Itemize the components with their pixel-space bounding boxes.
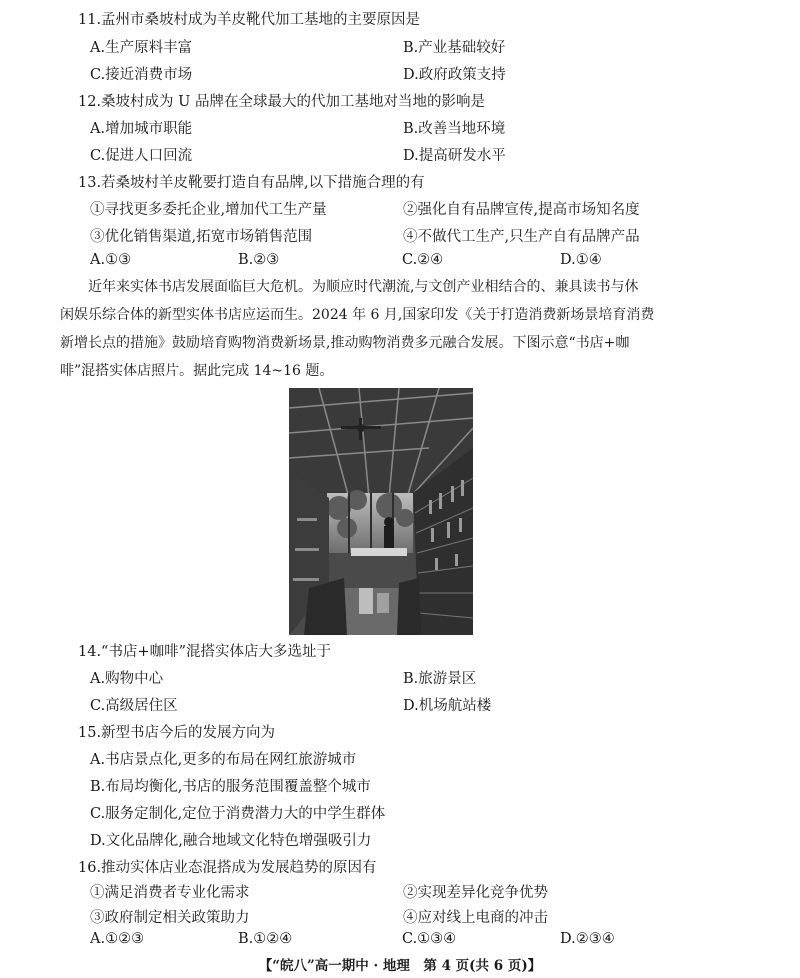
q14-option-b: B.旅游景区 (403, 671, 477, 687)
passage-line-2: 闲娱乐综合体的新型实体书店应运而生。2024 年 6 月,国家印发《关于打造消费新场景培育消费 (60, 307, 655, 323)
q14-stem: 14.“书店+咖啡”混搭实体店大多选址于 (78, 644, 332, 660)
q16-statement-3: ③政府制定相关政策助力 (90, 910, 250, 926)
q11-option-a: A.生产原料丰富 (90, 40, 193, 56)
q16-option-c: C.①③④ (402, 931, 457, 947)
q16-statement-4: ④应对线上电商的冲击 (403, 910, 548, 926)
q13-option-a: A.①③ (90, 252, 132, 268)
q16-option-d: D.②③④ (560, 931, 615, 947)
q13-option-d: D.①④ (560, 252, 602, 268)
q14-option-d: D.机场航站楼 (403, 698, 492, 714)
reading-passage (60, 273, 740, 385)
q12-stem: 12.桑坡村成为 U 品牌在全球最大的代加工基地对当地的影响是 (78, 94, 485, 110)
q11-option-b: B.产业基础较好 (403, 40, 506, 56)
q15-option-b: B.布局均衡化,书店的服务范围覆盖整个城市 (90, 779, 371, 795)
q13-stem: 13.若桑坡村羊皮靴要打造自有品牌,以下措施合理的有 (78, 175, 425, 191)
q11-stem: 11.孟州市桑坡村成为羊皮靴代加工基地的主要原因是 (78, 12, 421, 28)
q13-option-b: B.②③ (238, 252, 280, 268)
page-footer: 【“皖八”高一期中 · 地理 第 4 页(共 6 页)】 (258, 958, 542, 974)
q13-statement-1: ①寻找更多委托企业,增加代工生产量 (90, 202, 327, 218)
passage-line-4: 啡”混搭实体店照片。据此完成 14~16 题。 (60, 363, 334, 379)
q13-option-c: C.②④ (402, 252, 444, 268)
q16-stem: 16.推动实体店业态混搭成为发展趋势的原因有 (78, 860, 377, 876)
q16-option-a: A.①②③ (90, 931, 145, 947)
q14-option-a: A.购物中心 (90, 671, 164, 687)
q16-statement-2: ②实现差异化竞争优势 (403, 885, 548, 901)
q13-statement-3: ③优化销售渠道,拓宽市场销售范围 (90, 229, 313, 245)
q15-stem: 15.新型书店今后的发展方向为 (78, 725, 276, 741)
q12-option-a: A.增加城市职能 (90, 121, 193, 137)
q15-option-a: A.书店景点化,更多的布局在网红旅游城市 (90, 752, 357, 768)
q11-option-c: C.接近消费市场 (90, 67, 193, 83)
q14-option-c: C.高级居住区 (90, 698, 178, 714)
q12-option-c: C.促进人口回流 (90, 148, 193, 164)
q12-option-b: B.改善当地环境 (403, 121, 506, 137)
q13-statement-4: ④不做代工生产,只生产自有品牌产品 (403, 229, 640, 245)
q12-option-d: D.提高研发水平 (403, 148, 506, 164)
q11-option-d: D.政府政策支持 (403, 67, 506, 83)
bookstore-cafe-photo (289, 388, 473, 635)
passage-line-3: 新增长点的措施》鼓励培育购物消费新场景,推动购物消费多元融合发展。下图示意“书店+咖 (60, 335, 630, 351)
q16-option-b: B.①②④ (238, 931, 293, 947)
bookstore-cafe-photo-drawing (289, 388, 473, 635)
q15-option-c: C.服务定制化,定位于消费潜力大的中学生群体 (90, 806, 386, 822)
q13-statement-2: ②强化自有品牌宣传,提高市场知名度 (403, 202, 640, 218)
passage-line-1: 近年来实体书店发展面临巨大危机。为顺应时代潮流,与文创产业相结合的、兼具读书与休 (88, 279, 639, 295)
q15-option-d: D.文化品牌化,融合地域文化特色增强吸引力 (90, 833, 372, 849)
q16-statement-1: ①满足消费者专业化需求 (90, 885, 250, 901)
